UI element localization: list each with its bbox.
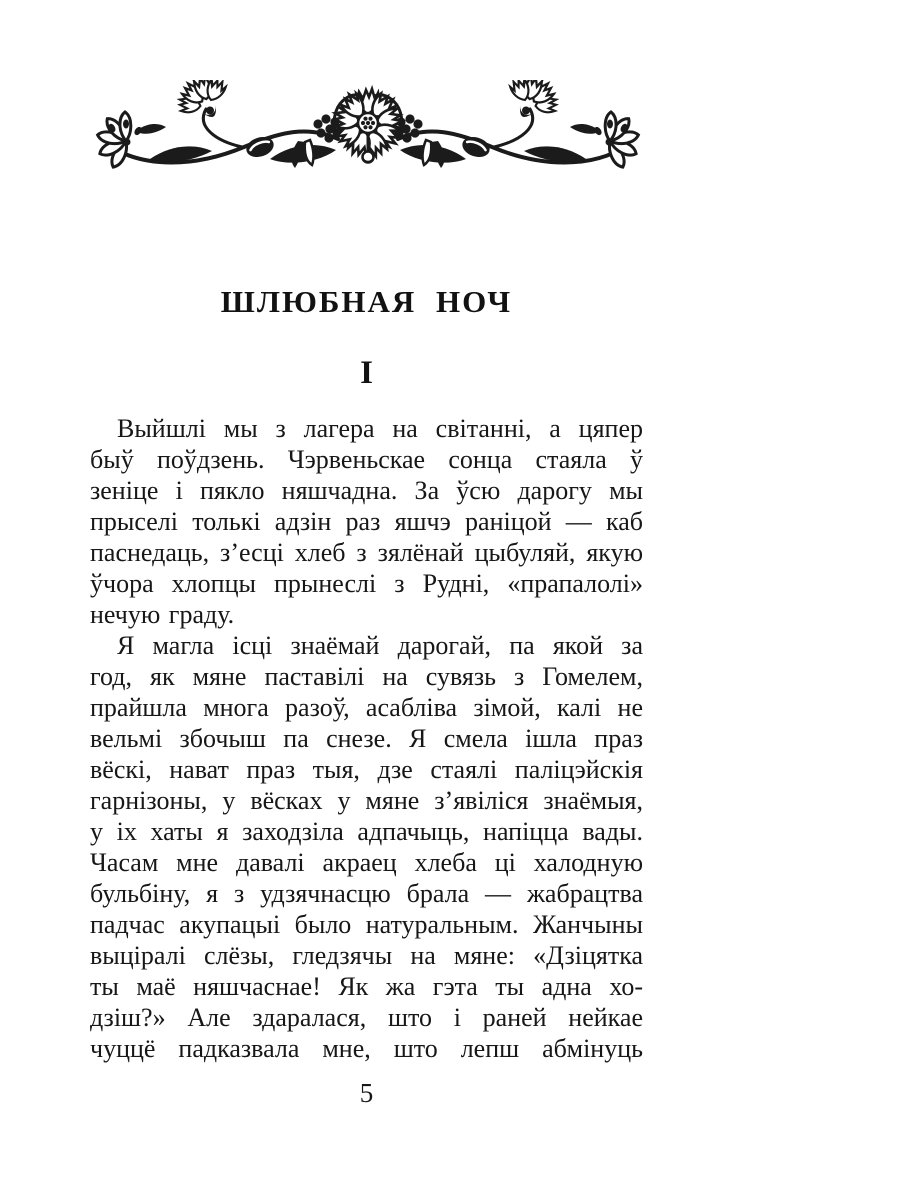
text-line: паснедаць, з’есці хлеб з зялёнай цыбуляй, якую <box>90 538 643 567</box>
text-line: падчас акупацыі было натуральным. Жанчыны <box>90 910 643 939</box>
text-line: прайшла многа разоў, асабліва зімой, калі не <box>90 693 643 722</box>
text-line: у іх хаты я заходзіла адпачыць, напіцца вады. <box>90 817 643 846</box>
text-line: ўчора хлопцы прынеслі з Рудні, «прапалолі» <box>90 569 643 598</box>
text-line: ты маё няшчаснае! Як жа гэта ты адна хо- <box>90 972 643 1001</box>
text-line: нечую граду. <box>90 600 235 629</box>
text-line: вельмі збочыш па снезе. Я смела ішла праз <box>90 724 643 753</box>
floral-ornament-icon <box>92 80 644 174</box>
text-line: выціралі слёзы, гледзячы на мяне: «Дзіцятка <box>90 941 643 970</box>
text-line: гарнізоны, у вёсках у мяне з’явіліся знаёмыя, <box>90 786 643 815</box>
text-line: Выйшлі мы з лагера на світанні, а цяпер <box>117 414 643 443</box>
body-text <box>90 413 643 1064</box>
text-line: Я магла ісці знаёмай дарогай, па якой за <box>117 631 643 660</box>
text-line: быў поўдзень. Чэрвеньскае сонца стаяла ў <box>90 445 643 474</box>
page-number: 5 <box>359 1078 374 1108</box>
text-line: прыселі толькі адзін раз яшчэ раніцой — каб <box>90 507 643 536</box>
text-line: вёскі, нават праз тыя, дзе стаялі паліцэйскія <box>90 755 643 784</box>
text-line: год, як мяне паставілі на сувязь з Гомелем, <box>90 662 643 691</box>
text-line: бульбіну, я з удзячнасцю брала — жабрацтва <box>90 879 643 908</box>
text-line: дзіш?» Але здаралася, што і раней нейкае <box>90 1003 643 1032</box>
page-title: ШЛЮБНАЯ НОЧ <box>220 284 513 319</box>
text-line: Часам мне давалі акраец хлеба ці халодную <box>90 848 643 877</box>
chapter-numeral: I <box>360 355 373 391</box>
text-line: зеніце і пякло няшчадна. За ўсю дарогу мы <box>90 476 643 505</box>
text-line: чуццё падказвала мне, што лепш абмінуць <box>90 1034 643 1063</box>
